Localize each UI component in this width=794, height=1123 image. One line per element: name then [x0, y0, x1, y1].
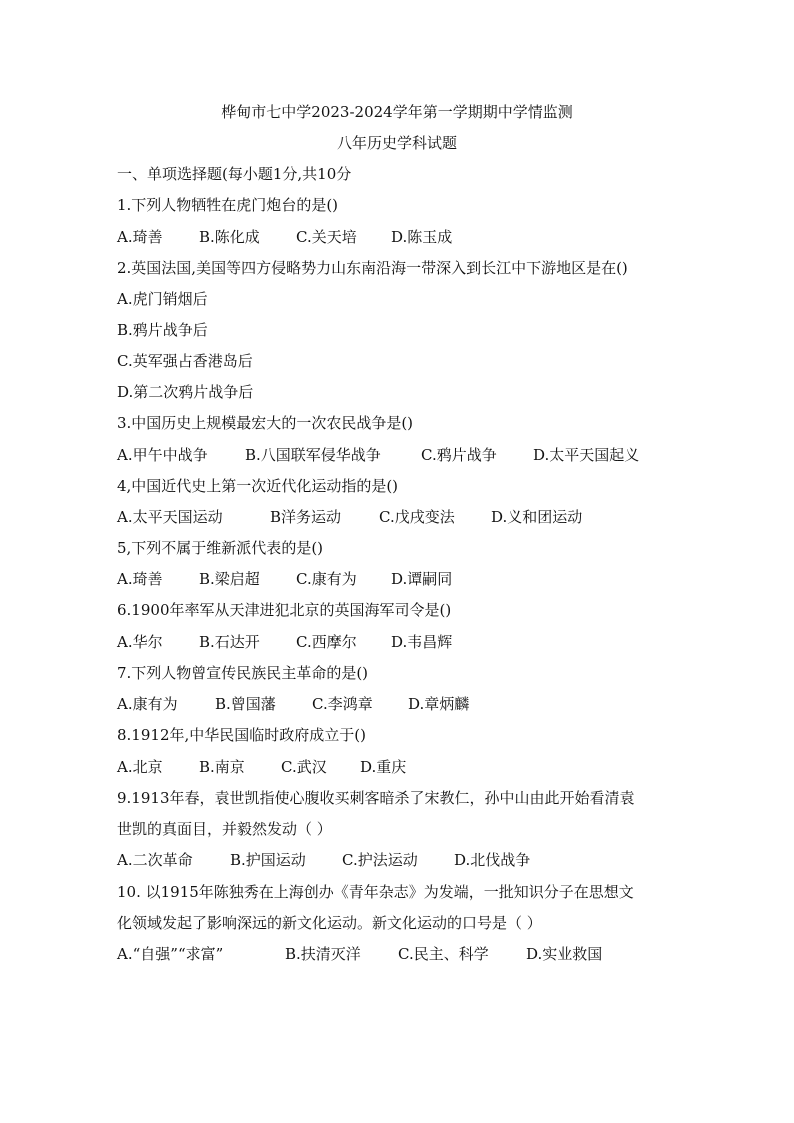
option-a: A.康有为 [117, 695, 178, 713]
question-options [117, 757, 406, 777]
question-stem: 5,下列不属于维新派代表的是() [117, 539, 324, 557]
question-stem-continued: 化领域发起了影响深远的新文化运动。新文化运动的口号是（ ） [117, 914, 542, 932]
option-a: A.二次革命 [117, 851, 193, 869]
section-heading: 一、单项选择题(每小题1分,共10分 [117, 165, 352, 183]
option-a: A.太平天国运动 [117, 508, 223, 526]
option-d: D.重庆 [360, 758, 407, 776]
option-c: C.护法运动 [342, 851, 418, 869]
option-c: C.李鸿章 [312, 695, 373, 713]
option-d: D.韦昌辉 [391, 633, 453, 651]
option-b: B.八国联军侵华战争 [245, 446, 381, 464]
question-stem-continued: 世凯的真面目，并毅然发动（ ） [117, 820, 332, 838]
question-options [117, 227, 452, 247]
option-c: C.英军强占香港岛后 [117, 352, 253, 370]
option-d: D.太平天国起义 [533, 446, 640, 464]
option-c: C.关天培 [296, 228, 357, 246]
option-b: B.扶清灭洋 [285, 945, 361, 963]
question-stem: 9.1913年春，袁世凯指使心腹收买刺客暗杀了宋教仁，孙中山由此开始看清袁 [117, 789, 635, 807]
option-a: A.琦善 [117, 570, 163, 588]
question-stem: 2.英国法国,美国等四方侵略势力山东南沿海一带深入到长江中下游地区是在() [117, 259, 628, 277]
option-b: B.曾国藩 [215, 695, 276, 713]
exam-subtitle: 八年历史学科试题 [336, 134, 457, 152]
option-b: B洋务运动 [270, 508, 342, 526]
option-d: D.章炳麟 [408, 695, 470, 713]
option-d: D.实业救国 [526, 945, 603, 963]
question-options [117, 507, 582, 527]
option-a: A.华尔 [117, 633, 163, 651]
option-c: C.戊戌变法 [379, 508, 455, 526]
question-options [117, 694, 469, 714]
question-stem: 8.1912年,中华民国临时政府成立于() [117, 726, 366, 744]
option-b: B.护国运动 [230, 851, 306, 869]
question-stem: 10. 以1915年陈独秀在上海创办《青年杂志》为发端，一批知识分子在思想文 [117, 883, 634, 901]
option-b: B.陈化成 [199, 228, 260, 246]
option-d: D.第二次鸦片战争后 [117, 383, 254, 401]
question-stem: 3.中国历史上规模最宏大的一次农民战争是() [117, 414, 414, 432]
question-stem: 6.1900年率军从天津进犯北京的英国海军司令是() [117, 601, 452, 619]
option-a: A.“自强”“求富” [117, 945, 224, 963]
question-options [117, 850, 530, 870]
option-c: C.武汉 [281, 758, 327, 776]
exam-title: 桦甸市七中学2023-2024学年第一学期期中学情监测 [221, 103, 573, 121]
option-c: C.鸦片战争 [421, 446, 497, 464]
question-options [117, 569, 452, 589]
option-a: A.甲午中战争 [117, 446, 208, 464]
question-options [117, 632, 452, 652]
question-options [117, 944, 602, 964]
option-d: D.谭嗣同 [391, 570, 453, 588]
question-stem: 7.下列人物曾宣传民族民主革命的是() [117, 664, 369, 682]
option-c: C.民主、科学 [398, 945, 489, 963]
option-d: D.北伐战争 [454, 851, 531, 869]
option-b: B.梁启超 [199, 570, 260, 588]
option-d: D.义和团运动 [491, 508, 583, 526]
option-c: C.西摩尔 [296, 633, 357, 651]
option-a: A.琦善 [117, 228, 163, 246]
question-stem: 4,中国近代史上第一次近代化运动指的是() [117, 477, 399, 495]
option-a: A.虎门销烟后 [117, 290, 208, 308]
option-a: A.北京 [117, 758, 163, 776]
option-b: B.南京 [199, 758, 245, 776]
option-d: D.陈玉成 [391, 228, 453, 246]
option-b: B.鸦片战争后 [117, 321, 208, 339]
question-stem: 1.下列人物牺牲在虎门炮台的是() [117, 196, 339, 214]
option-c: C.康有为 [296, 570, 357, 588]
option-b: B.石达开 [199, 633, 260, 651]
question-options [117, 445, 639, 465]
